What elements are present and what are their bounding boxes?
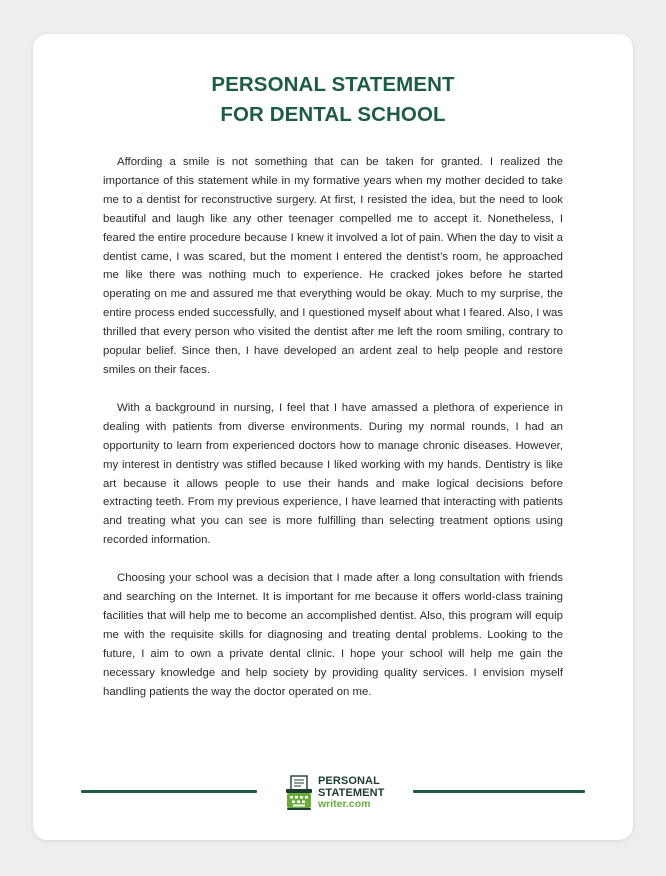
footer-divider-right bbox=[413, 790, 585, 793]
title-line-2: FOR DENTAL SCHOOL bbox=[220, 103, 446, 126]
paragraph-1: Affording a smile is not something that can be taken for granted. I realized the importance of this statement while in my formative years when my mother decided to take me to a dentist for reconstructive surgery. At first, I resisted the idea, but the need to look beautiful and laugh like any other teenager compelled me to accept it. Nonetheless, I feared the entire procedure because I knew it involved a lot of pain. When the day to visit a dentist came, I was scared, but the moment I entered the dentist’s room, he approached me like there was nothing much to experience. He cracked jokes before he started operating on me and assured me that everything would be okay. Much to my surprise, the entire process ended successfully, and I questioned myself about what I feared. Also, I was thrilled that every person who visited the dentist after me left the room smiling, contrary to popular belief. Since then, I have developed an ardent zeal to help people and restore smiles on their faces. bbox=[103, 156, 563, 376]
logo-line-1: PERSONAL bbox=[318, 775, 380, 787]
footer-divider-left bbox=[81, 790, 257, 793]
logo-line-2: STATEMENT bbox=[318, 786, 385, 799]
brand-logo bbox=[285, 775, 405, 813]
document-title bbox=[33, 70, 633, 130]
logo-line-3: writer.com bbox=[318, 798, 371, 810]
typewriter-icon bbox=[285, 775, 313, 811]
paragraph-3: Choosing your school was a decision that I made after a long consultation with friends and searching on the Internet. It is important for me because it offers world-class training facilities that will help me to become an accomplished dentist. Also, this program will equip me with the requisite skills for diagnosing and treating dental problems. Looking to the future, I aim to own a private dental clinic. I hope your school will help me gain the necessary knowledge and help society by providing quality services. I envision myself handling patients the way the doctor operated on me. bbox=[103, 572, 563, 698]
document-body bbox=[103, 153, 563, 720]
paragraph-2: With a background in nursing, I feel that I have amassed a plethora of experience in dealing with patients from diverse environments. During my normal rounds, I had an opportunity to learn from experienced doctors how to manage chronic diseases. However, my interest in dentistry was stifled because I liked working with my hands. Dentistry is like art because it allows people to use their hands and make logical decisions before extracting teeth. From my previous experience, I have learned that interacting with patients and treating what you can see is more fulfilling than selecting treatment options using recorded information. bbox=[103, 401, 563, 547]
title-line-1: PERSONAL STATEMENT bbox=[211, 73, 455, 96]
brand-wordmark bbox=[318, 776, 385, 811]
document-page bbox=[33, 34, 633, 840]
